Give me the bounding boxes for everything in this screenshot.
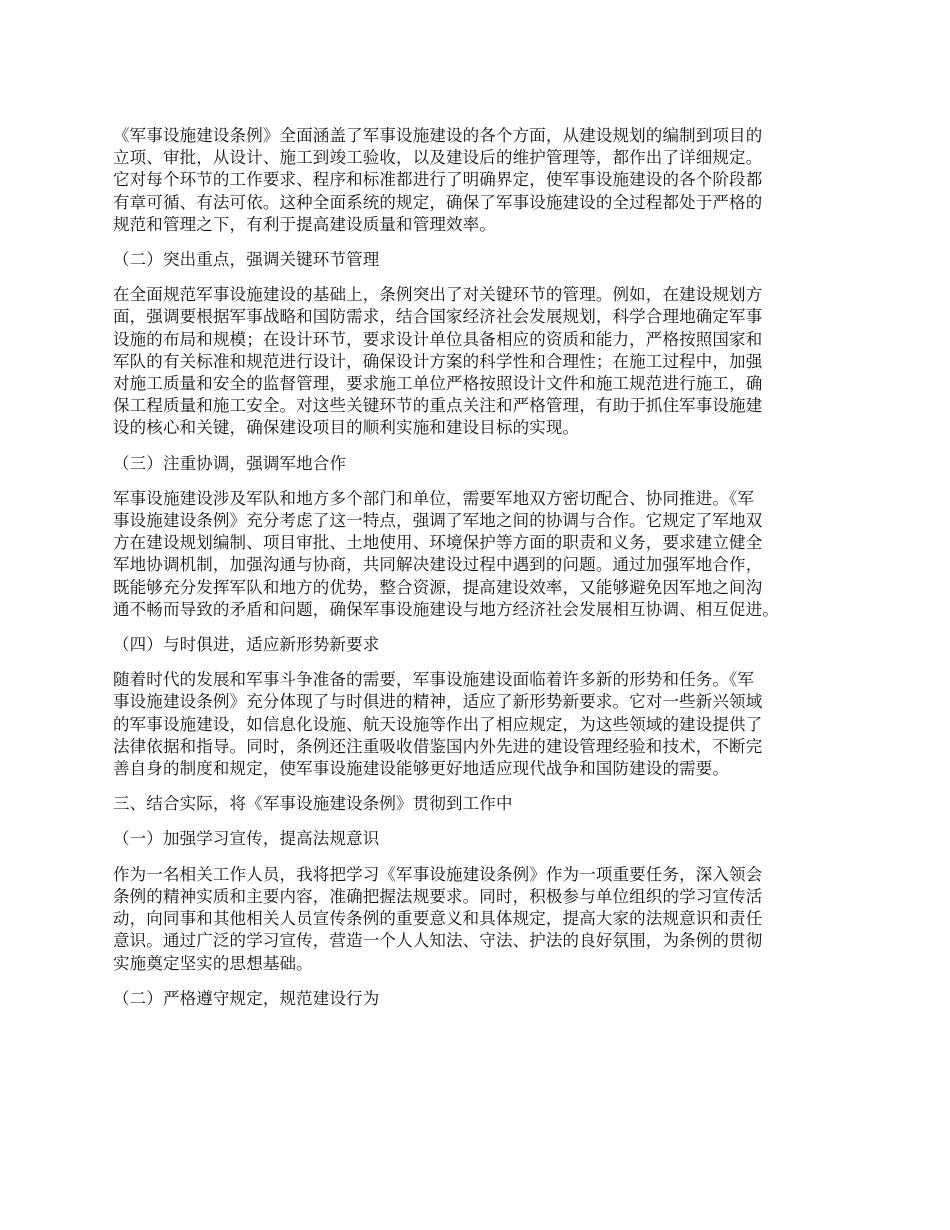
text-line: 法律依据和指导。同时，条例还注重吸收借鉴国内外先进的建设管理经验和技术，不断完 bbox=[113, 736, 763, 756]
text-line: 意识。通过广泛的学习宣传，营造一个人人知法、守法、护法的良好氛围，为条例的贯彻 bbox=[113, 931, 763, 951]
section-heading-study-publicity: （一）加强学习宣传，提高法规意识 bbox=[113, 829, 380, 849]
text-line: 设施的布局和规模；在设计环节，要求设计单位具备相应的资质和能力，严格按照国家和 bbox=[113, 329, 763, 349]
text-line: 动，向同事和其他相关人员宣传条例的重要意义和具体规定，提高大家的法规意识和责任 bbox=[113, 909, 763, 929]
text-line: 随着时代的发展和军事斗争准备的需要，军事设施建设面临着许多新的形势和任务。《军 bbox=[113, 670, 755, 690]
text-line: 善自身的制度和规定，使军事设施建设能够更好地适应现代战争和国防建设的需要。 bbox=[113, 759, 730, 779]
text-line: 军事设施建设涉及军队和地方多个部门和单位，需要军地双方密切配合、协同推进。《军 bbox=[113, 488, 755, 508]
text-line: 它对每个环节的工作要求、程序和标准都进行了明确界定，使军事设施建设的各个阶段都 bbox=[113, 170, 763, 190]
text-line: 有章可循、有法可依。这种全面系统的规定，确保了军事设施建设的全过程都处于严格的 bbox=[113, 192, 763, 212]
section-heading-keep-pace: （四）与时俱进，适应新形势新要求 bbox=[113, 635, 380, 655]
text-line: 立项、审批，从设计、施工到竣工验收，以及建设后的维护管理等，都作出了详细规定。 bbox=[113, 148, 763, 168]
text-line: 作为一名相关工作人员，我将把学习《军事设施建设条例》作为一项重要任务，深入领会 bbox=[113, 864, 763, 884]
text-line: 保工程质量和施工安全。对这些关键环节的重点关注和严格管理，有助于抓住军事设施建 bbox=[113, 396, 763, 416]
paragraph-regulation-coverage bbox=[113, 125, 848, 236]
paragraph-keep-pace bbox=[113, 669, 848, 780]
text-line: 设的核心和关键，确保建设项目的顺利实施和建设目标的实现。 bbox=[113, 418, 580, 438]
section-heading-strict-compliance: （二）严格遵守规定，规范建设行为 bbox=[113, 988, 380, 1008]
paragraph-coordination bbox=[113, 488, 848, 621]
text-line: 在全面规范军事设施建设的基础上，条例突出了对关键环节的管理。例如，在建设规划方 bbox=[113, 285, 763, 305]
text-line: 通不畅而导致的矛盾和问题，确保军事设施建设与地方经济社会发展相互协调、相互促进。 bbox=[113, 599, 779, 619]
text-line: 条例的精神实质和主要内容，准确把握法规要求。同时，积极参与单位组织的学习宣传活 bbox=[113, 886, 763, 906]
section-heading-key-links: （二）突出重点，强调关键环节管理 bbox=[113, 250, 380, 270]
document-page bbox=[113, 125, 848, 1023]
section-heading-coordination: （三）注重协调，强调军地合作 bbox=[113, 453, 347, 473]
text-line: 方在建设规划编制、项目审批、土地使用、环境保护等方面的职责和义务，要求建立健全 bbox=[113, 533, 763, 553]
text-line: 的军事设施建设，如信息化设施、航天设施等作出了相应规定，为这些领域的建设提供了 bbox=[113, 714, 763, 734]
text-line: 事设施建设条例》充分考虑了这一特点，强调了军地之间的协调与合作。它规定了军地双 bbox=[113, 511, 763, 531]
text-line: 实施奠定坚实的思想基础。 bbox=[113, 953, 313, 973]
chapter-heading-implementation: 三、结合实际，将《军事设施建设条例》贯彻到工作中 bbox=[113, 794, 513, 814]
text-line: 《军事设施建设条例》全面涵盖了军事设施建设的各个方面，从建设规划的编制到项目的 bbox=[113, 126, 763, 145]
paragraph-key-links bbox=[113, 284, 848, 439]
text-line: 事设施建设条例》充分体现了与时俱进的精神，适应了新形势新要求。它对一些新兴领域 bbox=[113, 692, 763, 712]
text-line: 规范和管理之下，有利于提高建设质量和管理效率。 bbox=[113, 214, 496, 234]
text-line: 军队的有关标准和规范进行设计，确保设计方案的科学性和合理性；在施工过程中，加强 bbox=[113, 351, 763, 371]
text-line: 对施工质量和安全的监督管理，要求施工单位严格按照设计文件和施工规范进行施工，确 bbox=[113, 374, 763, 394]
text-line: 面，强调要根据军事战略和国防需求，结合国家经济社会发展规划，科学合理地确定军事 bbox=[113, 307, 763, 327]
paragraph-study-publicity bbox=[113, 864, 848, 975]
text-line: 军地协调机制，加强沟通与协商，共同解决建设过程中遇到的问题。通过加强军地合作， bbox=[113, 555, 763, 575]
text-line: 既能够充分发挥军队和地方的优势，整合资源，提高建设效率，又能够避免因军地之间沟 bbox=[113, 577, 763, 597]
